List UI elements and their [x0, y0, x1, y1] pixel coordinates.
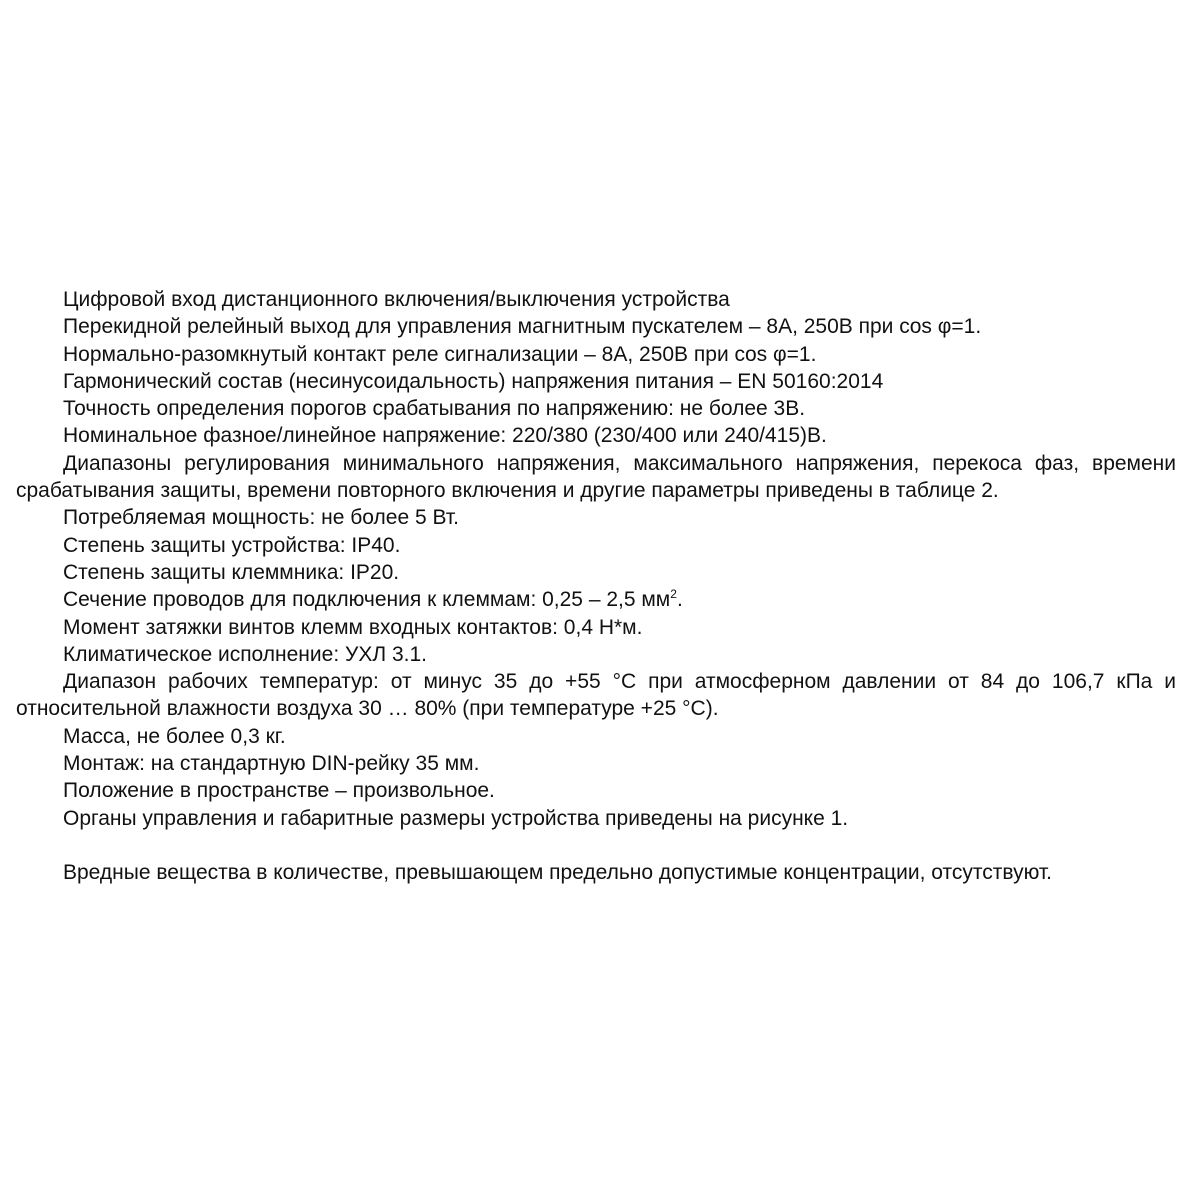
spec-nominal-voltage: Номинальное фазное/линейное напряжение: 220/380 (230/400 или 240/415)В. — [63, 424, 827, 448]
spec-adjustment-ranges: Диапазоны регулирования минимального напряжения, максимального напряжения, перекоса фаз, времени срабатывания защиты, времени повторного включения и другие параметры приведены в таблице 2. — [16, 451, 1176, 503]
spec-climate-version: Климатическое исполнение: УХЛ 3.1. — [63, 642, 427, 666]
spec-harmonics: Гармонический состав (несинусоидальность) напряжения питания – EN 50160:2014 — [63, 369, 884, 393]
spec-position: Положение в пространстве – произвольное. — [63, 779, 495, 803]
hazardous-substances-note: Вредные вещества в количестве, превышающем предельно допустимые концентрации, отсутствуют. — [63, 860, 1052, 884]
spec-remote-input: Цифровой вход дистанционного включения/выключения устройства — [63, 288, 730, 311]
spec-relay-output: Перекидной релейный выход для управления магнитным пускателем – 8А, 250В при cos φ=1. — [63, 315, 982, 339]
paragraph-gap — [16, 832, 1176, 859]
wire-section-superscript: 2 — [670, 587, 677, 602]
spec-device-protection: Степень защиты устройства: IP40. — [63, 533, 401, 557]
spec-mounting: Монтаж: на стандартную DIN-рейку 35 мм. — [63, 752, 480, 776]
spec-screw-torque: Момент затяжки винтов клемм входных контактов: 0,4 Н*м. — [63, 615, 643, 639]
wire-section-tail: . — [676, 588, 683, 612]
spec-power-consumption: Потребляемая мощность: не более 5 Вт. — [63, 506, 459, 530]
spec-wire-section — [16, 586, 1176, 613]
document-body — [16, 286, 1176, 886]
spec-terminal-protection: Степень защиты клеммника: IP20. — [63, 560, 400, 584]
spec-threshold-accuracy: Точность определения порогов срабатывания по напряжению: не более 3В. — [63, 397, 806, 421]
wire-section-text: Сечение проводов для подключения к клеммам: 0,25 – 2,5 мм — [63, 588, 671, 612]
spec-controls-dimensions: Органы управления и габаритные размеры устройства приведены на рисунке 1. — [63, 806, 849, 830]
spec-mass: Масса, не более 0,3 кг. — [63, 724, 286, 748]
spec-alarm-contact: Нормально-разомкнутый контакт реле сигнализации – 8А, 250В при cos φ=1. — [63, 342, 817, 366]
spec-operating-temperature: Диапазон рабочих температур: от минус 35 до +55 °С при атмосферном давлении от 84 до 106,7 кПа и относительной влажности воздуха 30 … 80% (при температуре +25 °С). — [16, 670, 1176, 721]
